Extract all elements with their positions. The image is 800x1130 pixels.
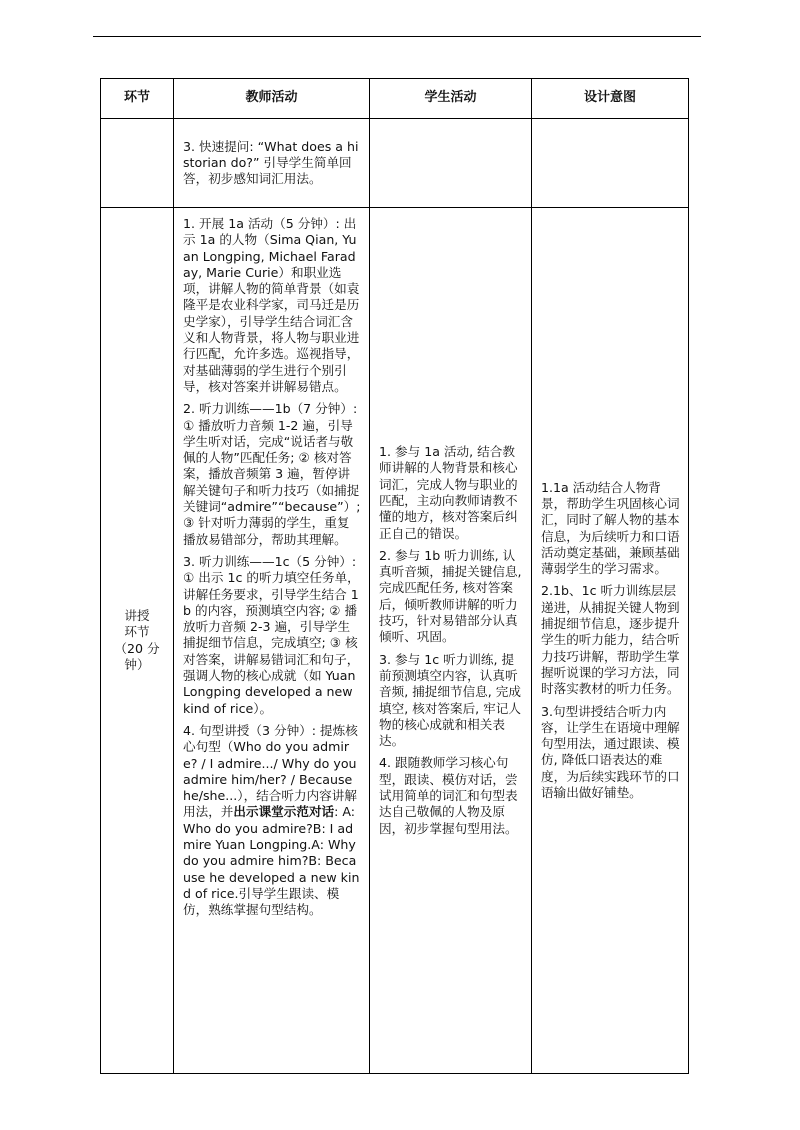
student-activity-cell-empty xyxy=(370,119,532,208)
teacher-item: 2. 听力训练——1b（7 分钟）: ① 播放听力音频 1-2 遍，引导学生听对话，完成“说话者与敬佩的人物”匹配任务; ② 核对答案，播放音频第 3 遍，暂停讲解关键句子和听力技巧（如捕捉关键词“admire”“because”）; ③ 针对听力薄弱的学生，重复播放易错部分，帮助其理解。 xyxy=(183,401,361,547)
teacher-item-text: 4. 句型讲授（3 分钟）: 提炼核心句型（Who do you admire? / I admire.../ Why do you admire him/her? / Because he/she...），结合听力内容讲解用法，并 xyxy=(183,722,358,820)
teacher-activity-cell xyxy=(174,119,370,208)
header-teacher-activity: 教师活动 xyxy=(174,79,370,119)
student-item: 4. 跟随教师学习核心句型，跟读、模仿对话，尝试用简单的词汇和句型表达自己敬佩的人物及原因，初步掌握句型用法。 xyxy=(379,755,518,836)
design-intent-cell xyxy=(532,208,689,1074)
stage-duration: （20 分 xyxy=(114,640,160,656)
stage-duration: 钟） xyxy=(124,656,150,672)
student-activity-cell xyxy=(370,208,532,1074)
table-row xyxy=(101,208,689,1074)
header-stage: 环节 xyxy=(101,79,174,119)
teacher-item: 3. 快速提问: “What does a historian do?” 引导学生简单回答，初步感知词汇用法。 xyxy=(183,138,359,187)
teacher-item-emphasis: 出示课堂示范对话 xyxy=(233,804,335,820)
stage-cell xyxy=(101,208,174,1074)
header-design-intent: 设计意图 xyxy=(532,79,689,119)
teacher-item xyxy=(183,723,361,919)
teacher-item-text: : A: Who do you admire?B: I admire Yuan Longping.A: Why do you admire him?B: Because he developed a new kind of rice.引导学生跟读、模仿，熟练掌握句型结构。 xyxy=(183,804,360,918)
header-student-activity: 学生活动 xyxy=(370,79,532,119)
teacher-activity-cell xyxy=(174,208,370,1074)
student-item: 2. 参与 1b 听力训练, 认真听音频，捕捉关键信息, 完成匹配任务, 核对答案后，倾听教师讲解的听力技巧，针对易错部分认真倾听、巩固。 xyxy=(379,547,522,645)
top-rule xyxy=(93,36,701,37)
lesson-plan-table xyxy=(100,78,689,1074)
table-row xyxy=(101,119,689,208)
teacher-item: 1. 开展 1a 活动（5 分钟）: 出示 1a 的人物（Sima Qian, Yuan Longping, Michael Faraday, Marie Curie）和职业选项，讲解人物的简单背景（如袁隆平是农业科学家，司马迁是历史学家），引导学生结合词汇含义和人物背景，将人物与职业进行匹配，允许多选。巡视指导，对基础薄弱的学生进行个别引导，核对答案并讲解易错点。 xyxy=(183,216,360,394)
student-item: 1. 参与 1a 活动, 结合教师讲解的人物背景和核心词汇，完成人物与职业的匹配，主动向教师请教不懂的地方，核对答案后纠正自己的错误。 xyxy=(379,444,518,541)
design-intent-cell-empty xyxy=(532,119,689,208)
design-item: 2.1b、1c 听力训练层层递进，从捕捉关键人物到捕捉细节信息，逐步提升学生的听力能力，结合听力技巧讲解，帮助学生掌握听说课的学习方法，同时落实教材的听力任务。 xyxy=(541,583,680,697)
design-item: 1.1a 活动结合人物背景，帮助学生巩固核心词汇，同时了解人物的基本信息，为后续听力和口语活动奠定基础，兼顾基础薄弱学生的学习需求。 xyxy=(541,479,680,577)
stage-label: 讲授 xyxy=(124,607,150,623)
teacher-item: 3. 听力训练——1c（5 分钟）: ① 出示 1c 的听力填空任务单，讲解任务要求，引导学生结合 1b 的内容，预测填空内容; ② 播放听力音频 2-3 遍，引导学生捕捉细节信息，完成填空; ③ 核对答案，讲解易错词汇和句子，强调人物的核心成就（如 Yuan Longping developed a new kind of rice）。 xyxy=(183,553,360,716)
stage-cell-empty xyxy=(101,119,174,208)
header-row xyxy=(101,79,689,119)
stage-label: 环节 xyxy=(124,624,150,640)
design-item: 3.句型讲授结合听力内容，让学生在语境中理解句型用法，通过跟读、模仿, 降低口语表达的难度，为后续实践环节的口语输出做好铺垫。 xyxy=(541,703,680,801)
student-item: 3. 参与 1c 听力训练, 提前预测填空内容，认真听音频, 捕捉细节信息, 完成填空, 核对答案后, 牢记人物的核心成就和相关表达。 xyxy=(379,651,521,749)
